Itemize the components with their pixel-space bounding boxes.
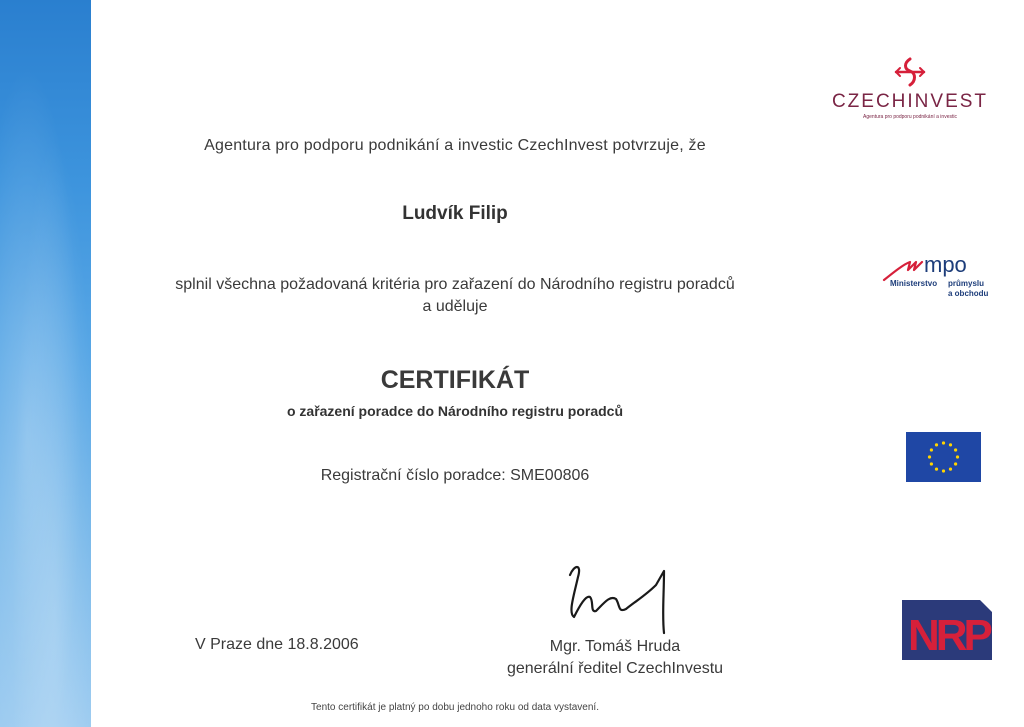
blue-side-stripe (0, 0, 91, 727)
czechinvest-logo (830, 55, 990, 125)
czechinvest-wordmark-a: CZECH (831, 91, 908, 112)
mpo-line-3: a obchodu (948, 289, 989, 298)
czechinvest-emblem-icon (830, 55, 990, 91)
eu-stars-icon (906, 432, 981, 482)
certificate-subtitle: o zařazení poradce do Národního registru poradců (286, 403, 624, 419)
criteria-line-1: splnil všechna požadovaná kritéria pro zařazení do Národního registru poradců (175, 276, 735, 293)
mpo-line-2: průmyslu (948, 279, 985, 288)
mpo-line-1: Ministerstvo (890, 279, 938, 288)
mpo-swoosh-icon (880, 252, 990, 282)
mpo-letters: mpo (924, 252, 967, 277)
czechinvest-tagline: Agentura pro podporu podnikání a investic (863, 114, 957, 120)
criteria-text (130, 274, 780, 318)
eu-flag-icon (906, 432, 981, 482)
nrp-logo (902, 600, 992, 660)
place-and-date: V Praze dne 18.8.2006 (195, 636, 359, 653)
signatory-role: generální ředitel CzechInvestu (506, 660, 724, 677)
signatory-block (480, 636, 750, 680)
czechinvest-wordmark-b: INVEST (907, 91, 989, 112)
signatory-name: Mgr. Tomáš Hruda (549, 638, 681, 655)
intro-text: Agentura pro podporu podnikání a investic CzechInvest potvrzuje, že (204, 137, 706, 154)
registration-number: Registrační číslo poradce: SME00806 (320, 467, 590, 484)
signature-graphic (560, 555, 680, 635)
recipient-name: Ludvík Filip (402, 203, 508, 224)
certificate-title: CERTIFIKÁT (380, 366, 530, 394)
validity-note: Tento certifikát je platný po dobu jednoho roku od data vystavení. (311, 702, 599, 713)
criteria-line-2: a uděluje (422, 298, 488, 315)
nrp-letters: NRP (908, 611, 989, 660)
czechinvest-wordmark (830, 91, 990, 113)
mpo-logo (880, 252, 990, 307)
